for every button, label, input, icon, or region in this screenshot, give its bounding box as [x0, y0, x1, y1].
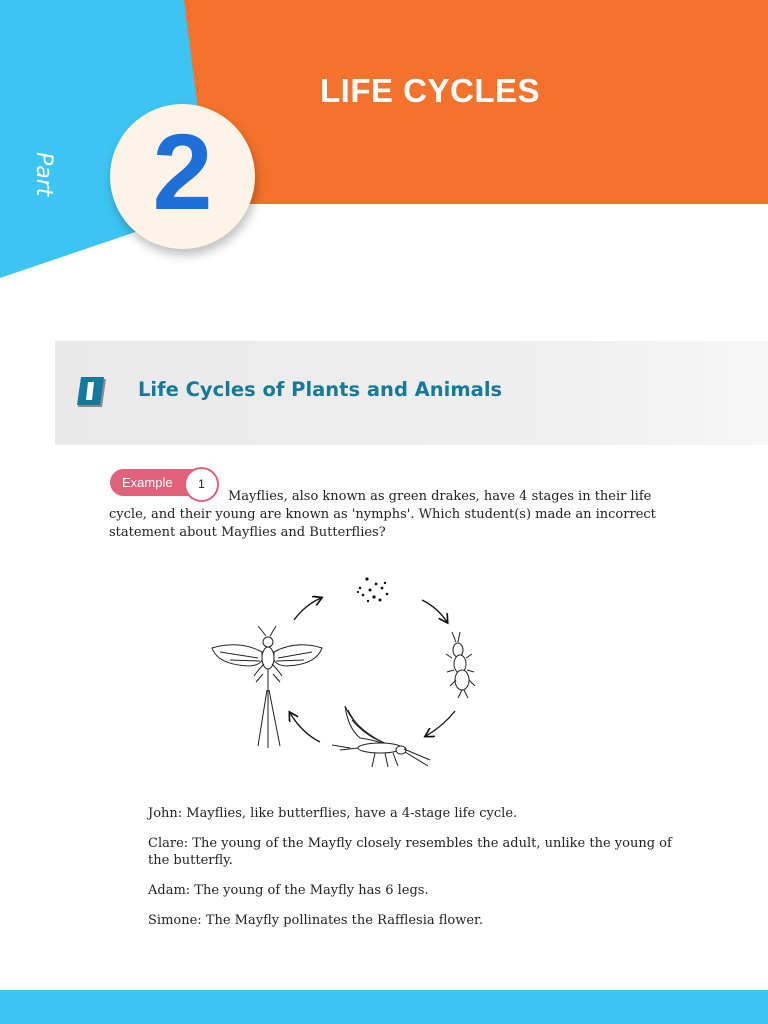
example-label: Example: [110, 469, 210, 496]
example-number: 1: [184, 467, 219, 502]
chapter-title: LIFE CYCLES: [320, 72, 541, 109]
statement-simone: Simone: The Mayfly pollinates the Rafflesia flower.: [148, 913, 483, 928]
statement-adam: Adam: The young of the Mayfly has 6 legs.: [148, 883, 429, 898]
section-title: Life Cycles of Plants and Animals: [138, 378, 503, 401]
footer-bar: [0, 990, 768, 1024]
nymph-icon: [446, 632, 475, 698]
section-number-badge-icon: [75, 376, 109, 410]
mayfly-life-cycle-diagram: [200, 570, 490, 775]
cycle-arrows: [290, 598, 455, 742]
statement-clare: Clare: The young of the Mayfly closely resembles the adult, unlike the young of the butterfly.: [148, 836, 672, 868]
question-text: Mayflies, also known as green drakes, have 4 stages in their life cycle, and their young are known as 'nymphs'. Which student(s) made an incorrect statement about Mayflies and Butterflies?: [109, 489, 656, 540]
adult-mayfly-icon: [212, 626, 322, 748]
part-number-circle: [110, 104, 255, 249]
part-number: 2: [152, 111, 213, 232]
part-label: Part: [31, 152, 56, 197]
emerging-adult-icon: [332, 706, 430, 767]
eggs-icon: [357, 577, 388, 602]
section-header: [55, 341, 768, 445]
statement-john: John: Mayflies, like butterflies, have a 4-stage life cycle.: [148, 806, 518, 821]
